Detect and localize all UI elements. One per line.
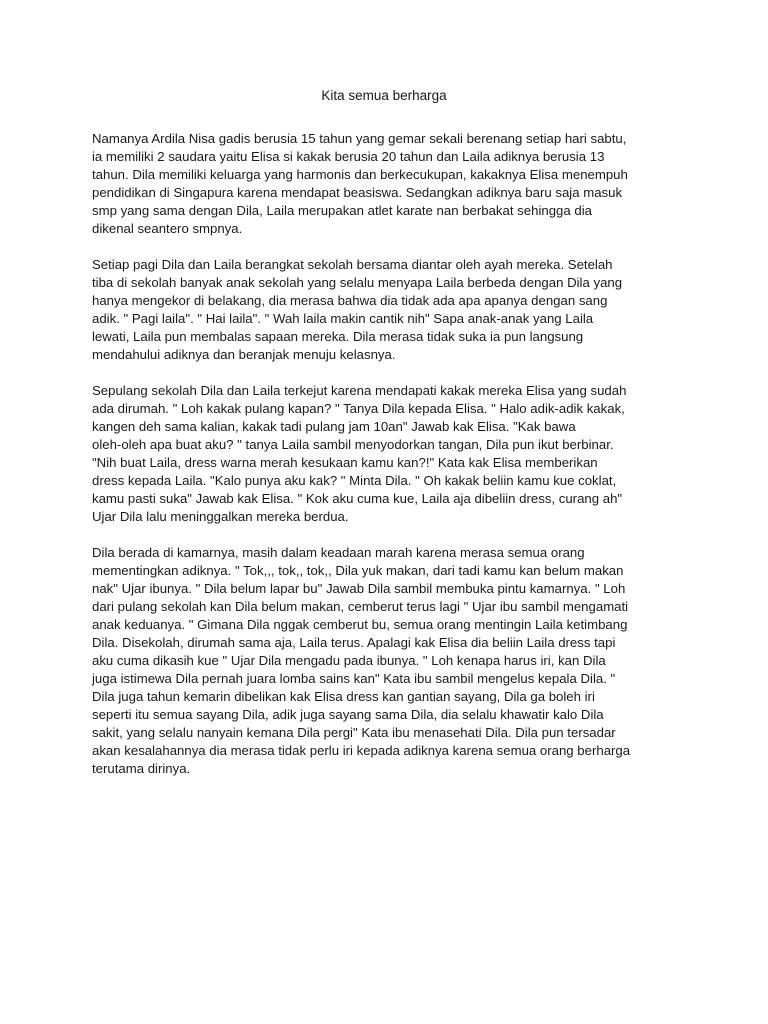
document-title: Kita semua berharga bbox=[321, 88, 447, 103]
text-line: dress kepada Laila. "Kalo punya aku kak? " Minta Dila. " Oh kakak beliin kamu kue coklat, bbox=[92, 473, 617, 488]
text-line: mendahului adiknya dan beranjak menuju kelasnya. bbox=[92, 347, 396, 362]
paragraph-3 bbox=[92, 382, 682, 526]
text-line: juga istimewa Dila pernah juara lomba sains kan" Kata ibu sambil mengelus kepala Dila. " bbox=[92, 671, 616, 686]
text-line: oleh-oleh apa buat aku? " tanya Laila sambil menyodorkan tangan, Dila pun ikut berbinar. bbox=[92, 437, 614, 452]
text-line: Dila juga tahun kemarin dibelikan kak Elisa dress kan gantian sayang, Dila ga boleh iri bbox=[92, 689, 595, 704]
text-line: aku cuma dikasih kue " Ujar Dila mengadu pada ibunya. " Loh kenapa harus iri, kan Dila bbox=[92, 653, 606, 668]
paragraph-4 bbox=[92, 544, 682, 778]
text-line: ada dirumah. " Loh kakak pulang kapan? " Tanya Dila kepada Elisa. " Halo adik-adik kakak, bbox=[92, 401, 625, 416]
text-line: Setiap pagi Dila dan Laila berangkat sekolah bersama diantar oleh ayah mereka. Setelah bbox=[92, 257, 613, 272]
text-line: tahun. Dila memiliki keluarga yang harmonis dan berkecukupan, kakaknya Elisa menempuh bbox=[92, 167, 628, 182]
text-line: hanya mengekor di belakang, dia merasa bahwa dia tidak ada apa apanya dengan sang bbox=[92, 293, 608, 308]
text-line: pendidikan di Singapura karena mendapat beasiswa. Sedangkan adiknya baru saja masuk bbox=[92, 185, 623, 200]
text-line: smp yang sama dengan Dila, Laila merupakan atlet karate nan berbakat sehingga dia bbox=[92, 203, 592, 218]
text-line: sakit, yang selalu nanyain kemana Dila pergi" Kata ibu menasehati Dila. Dila pun tersadar bbox=[92, 725, 616, 740]
text-line: terutama dirinya. bbox=[92, 761, 191, 776]
text-line: "Nih buat Laila, dress warna merah kesukaan kamu kan?!" Kata kak Elisa memberikan bbox=[92, 455, 598, 470]
document-body bbox=[92, 130, 682, 796]
text-line: anak keduanya. " Gimana Dila nggak cemberut bu, semua orang mentingin Laila ketimbang bbox=[92, 617, 628, 632]
text-line: Sepulang sekolah Dila dan Laila terkejut karena mendapati kakak mereka Elisa yang sudah bbox=[92, 383, 627, 398]
text-line: mementingkan adiknya. " Tok,,, tok,, tok,, Dila yuk makan, dari tadi kamu kan belum makan bbox=[92, 563, 624, 578]
text-line: dari pulang sekolah kan Dila belum makan, cemberut terus lagi " Ujar ibu sambil mengamati bbox=[92, 599, 629, 614]
text-line: Dila. Disekolah, dirumah sama aja, Laila terus. Apalagi kak Elisa dia beliin Laila dress tapi bbox=[92, 635, 616, 650]
text-line: dikenal seantero smpnya. bbox=[92, 221, 243, 236]
text-line: adik. " Pagi laila". " Hai laila". " Wah laila makin cantik nih" Sapa anak-anak yang Laila bbox=[92, 311, 594, 326]
text-line: nak" Ujar ibunya. " Dila belum lapar bu" Jawab Dila sambil membuka pintu kamarnya. " Loh bbox=[92, 581, 626, 596]
text-line: kamu pasti suka" Jawab kak Elisa. " Kok aku cuma kue, Laila aja dibeliin dress, curang ah" bbox=[92, 491, 623, 506]
paragraph-2 bbox=[92, 256, 682, 364]
text-line: lewati, Laila pun membalas sapaan mereka. Dila merasa tidak suka ia pun langsung bbox=[92, 329, 584, 344]
text-line: seperti itu semua sayang Dila, adik juga sayang sama Dila, dia selalu khawatir kalo Dila bbox=[92, 707, 604, 722]
text-line: kangen deh sama kalian, kakak tadi pulang jam 10an" Jawab kak Elisa. "Kak bawa bbox=[92, 419, 576, 434]
text-line: Ujar Dila lalu meninggalkan mereka berdua. bbox=[92, 509, 349, 524]
paragraph-1 bbox=[92, 130, 682, 238]
text-line: Dila berada di kamarnya, masih dalam keadaan marah karena merasa semua orang bbox=[92, 545, 585, 560]
text-line: ia memiliki 2 saudara yaitu Elisa si kakak berusia 20 tahun dan Laila adiknya berusia 13 bbox=[92, 149, 605, 164]
text-line: Namanya Ardila Nisa gadis berusia 15 tahun yang gemar sekali berenang setiap hari sabtu, bbox=[92, 131, 627, 146]
text-line: akan kesalahannya dia merasa tidak perlu iri kepada adiknya karena semua orang berharga bbox=[92, 743, 631, 758]
text-line: tiba di sekolah banyak anak sekolah yang selalu menyapa Laila berbeda dengan Dila yang bbox=[92, 275, 623, 290]
